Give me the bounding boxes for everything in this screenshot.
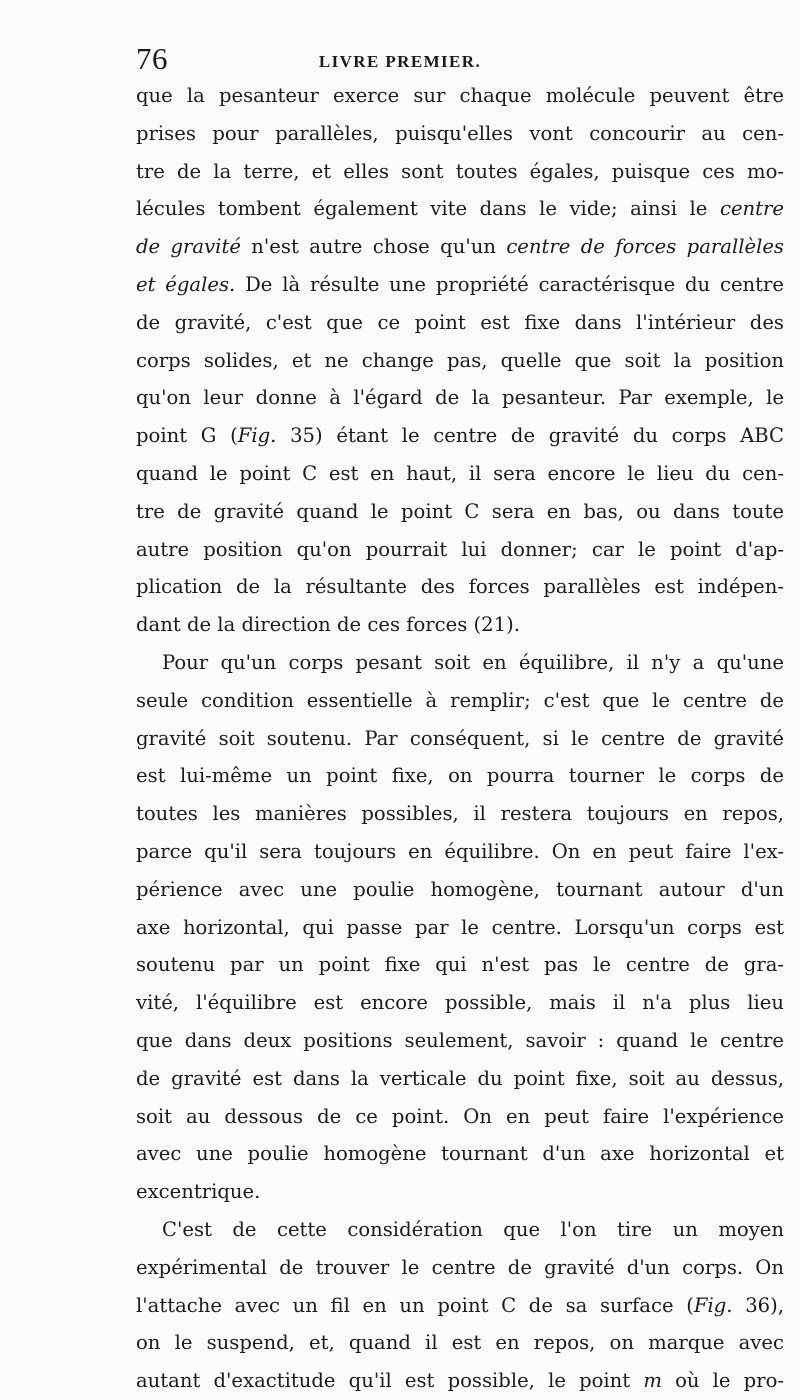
italic-text: Fig.: [237, 424, 277, 448]
text-line-17: seule condition essentielle à remplir; c'est que le centre de: [136, 688, 784, 712]
text-line-16: Pour qu'un corps pesant soit en équilibre, il n'y a qu'une: [162, 650, 784, 674]
text-line-1: que la pesanteur exerce sur chaque molécule peuvent être: [136, 84, 784, 107]
text-line-12: tre de gravité quand le point C sera en bas, ou dans toute: [136, 499, 784, 523]
text-line-33: l'attache avec un fil en un point C de sa surface (Fig. 36),: [136, 1293, 784, 1317]
text-line-14: plication de la résultante des forces parallèles est indépen-: [136, 575, 784, 599]
italic-text: centre de forces parallèles: [506, 235, 784, 259]
text-line-25: vité, l'équilibre est encore possible, mais il n'a plus lieu: [136, 991, 784, 1015]
page-header: [0, 42, 800, 82]
text-line-23: axe horizontal, qui passe par le centre. Lorsqu'un corps est: [136, 915, 784, 939]
text-line-30: excentrique.: [136, 1180, 261, 1204]
text-line-4: lécules tombent également vite dans le vide; ainsi le centre: [136, 197, 784, 221]
text-line-32: expérimental de trouver le centre de gravité d'un corps. On: [136, 1255, 784, 1279]
text-line-29: avec une poulie homogène tournant d'un axe horizontal et: [136, 1142, 784, 1166]
text-line-10: point G (Fig. 35) étant le centre de gravité du corps ABC: [136, 424, 784, 448]
running-title: LIVRE PREMIER.: [318, 52, 482, 71]
text-line-27: de gravité est dans la verticale du point fixe, soit au dessus,: [136, 1066, 784, 1090]
text-line-5: de gravité n'est autre chose qu'un centre de forces parallèles: [136, 235, 784, 259]
text-line-13: autre position qu'on pourrait lui donner; car le point d'ap-: [136, 537, 784, 561]
text-line-20: toutes les manières possibles, il restera toujours en repos,: [136, 802, 784, 826]
text-line-31: C'est de cette considération que l'on tire un moyen: [162, 1217, 784, 1241]
text-line-8: corps solides, et ne change pas, quelle que soit la position: [136, 348, 784, 372]
italic-text: m: [643, 1369, 662, 1393]
text-line-22: périence avec une poulie homogène, tournant autour d'un: [136, 877, 784, 901]
italic-text: Fig.: [693, 1293, 733, 1317]
italic-text: et égales.: [136, 272, 236, 296]
text-line-34: on le suspend, et, quand il est en repos, on marque avec: [136, 1331, 784, 1355]
text-line-11: quand le point C est en haut, il sera encore le lieu du cen-: [136, 461, 784, 485]
text-line-9: qu'on leur donne à l'égard de la pesanteur. Par exemple, le: [136, 386, 784, 410]
text-line-28: soit au dessous de ce point. On en peut faire l'expérience: [136, 1104, 784, 1128]
text-line-2: prises pour parallèles, puisqu'elles vont concourir au cen-: [136, 121, 784, 145]
text-line-21: parce qu'il sera toujours en équilibre. On en peut faire l'ex-: [136, 839, 784, 863]
text-line-6: et égales. De là résulte une propriété caractérisque du centre: [136, 272, 784, 296]
text-line-7: de gravité, c'est que ce point est fixe dans l'intérieur des: [136, 310, 784, 334]
text-line-35: autant d'exactitude qu'il est possible, le point m où le pro-: [136, 1369, 784, 1393]
italic-text: centre: [719, 197, 784, 221]
text-line-15: dant de la direction de ces forces (21).: [136, 613, 520, 637]
text-line-26: que dans deux positions seulement, savoir : quand le centre: [136, 1028, 784, 1052]
page-number: 76: [136, 41, 168, 76]
italic-text: de gravité: [136, 235, 241, 259]
text-line-19: est lui-même un point fixe, on pourra tourner le corps de: [136, 764, 784, 788]
text-line-24: soutenu par un point fixe qui n'est pas le centre de gra-: [136, 953, 784, 977]
body-text: [136, 77, 784, 1400]
text-line-18: gravité soit soutenu. Par conséquent, si le centre de gravité: [136, 726, 784, 750]
text-line-3: tre de la terre, et elles sont toutes égales, puisque ces mo-: [136, 159, 784, 183]
